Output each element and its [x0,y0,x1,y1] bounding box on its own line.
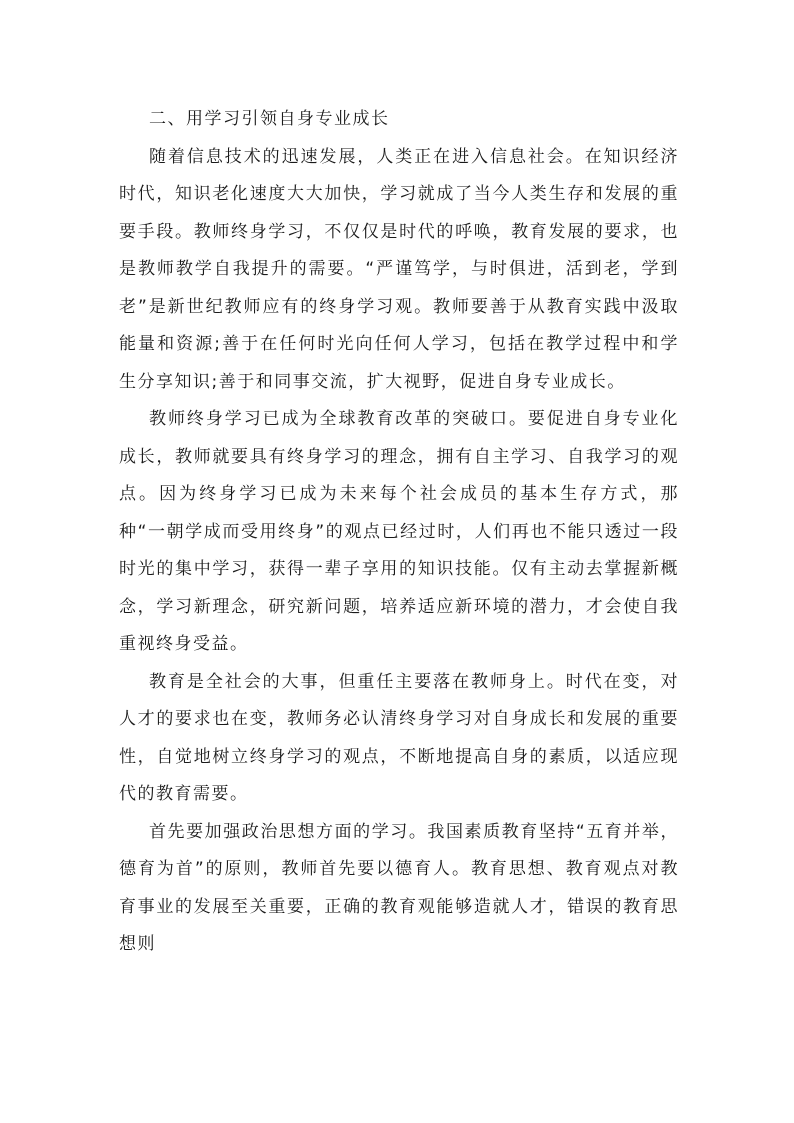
section-heading: 二、用学习引领自身专业成长 [149,109,390,129]
paragraph: 首先要加强政治思想方面的学习。我国素质教育坚持“五育并举，德育为首”的原则，教师首先要以德育人。教育思想、教育观点对教育事业的发展至关重要，正确的教育观能够造就人才，错误的教育思想则 [119,821,679,954]
paragraph: 教师终身学习已成为全球教育改革的突破口。要促进自身专业化成长，教师就要具有终身学习的理念，拥有自主学习、自我学习的观点。因为终身学习已成为未来每个社会成员的基本生存方式，那种“一朝学成而受用终身”的观点已经过时，人们再也不能只透过一段时光的集中学习，获得一辈子享用的知识技能。仅有主动去掌握新概念，学习新理念，研究新问题，培养适应新环境的潜力，才会使自我重视终身受益。 [119,409,679,654]
document-body [119,101,679,964]
paragraph: 教育是全社会的大事，但重任主要落在教师身上。时代在变，对人才的要求也在变，教师务必认清终身学习对自身成长和发展的重要性，自觉地树立终身学习的观点，不断地提高自身的素质，以适应现代的教育需要。 [119,671,679,804]
paragraph: 随着信息技术的迅速发展，人类正在进入信息社会。在知识经济时代，知识老化速度大大加快，学习就成了当今人类生存和发展的重要手段。教师终身学习，不仅仅是时代的呼唤，教育发展的要求，也是教师教学自我提升的需要。“严谨笃学，与时俱进，活到老，学到老”是新世纪教师应有的终身学习观。教师要善于从教育实践中汲取能量和资源;善于在任何时光向任何人学习，包括在教学过程中和学生分享知识;善于和同事交流，扩大视野，促进自身专业成长。 [119,146,679,392]
